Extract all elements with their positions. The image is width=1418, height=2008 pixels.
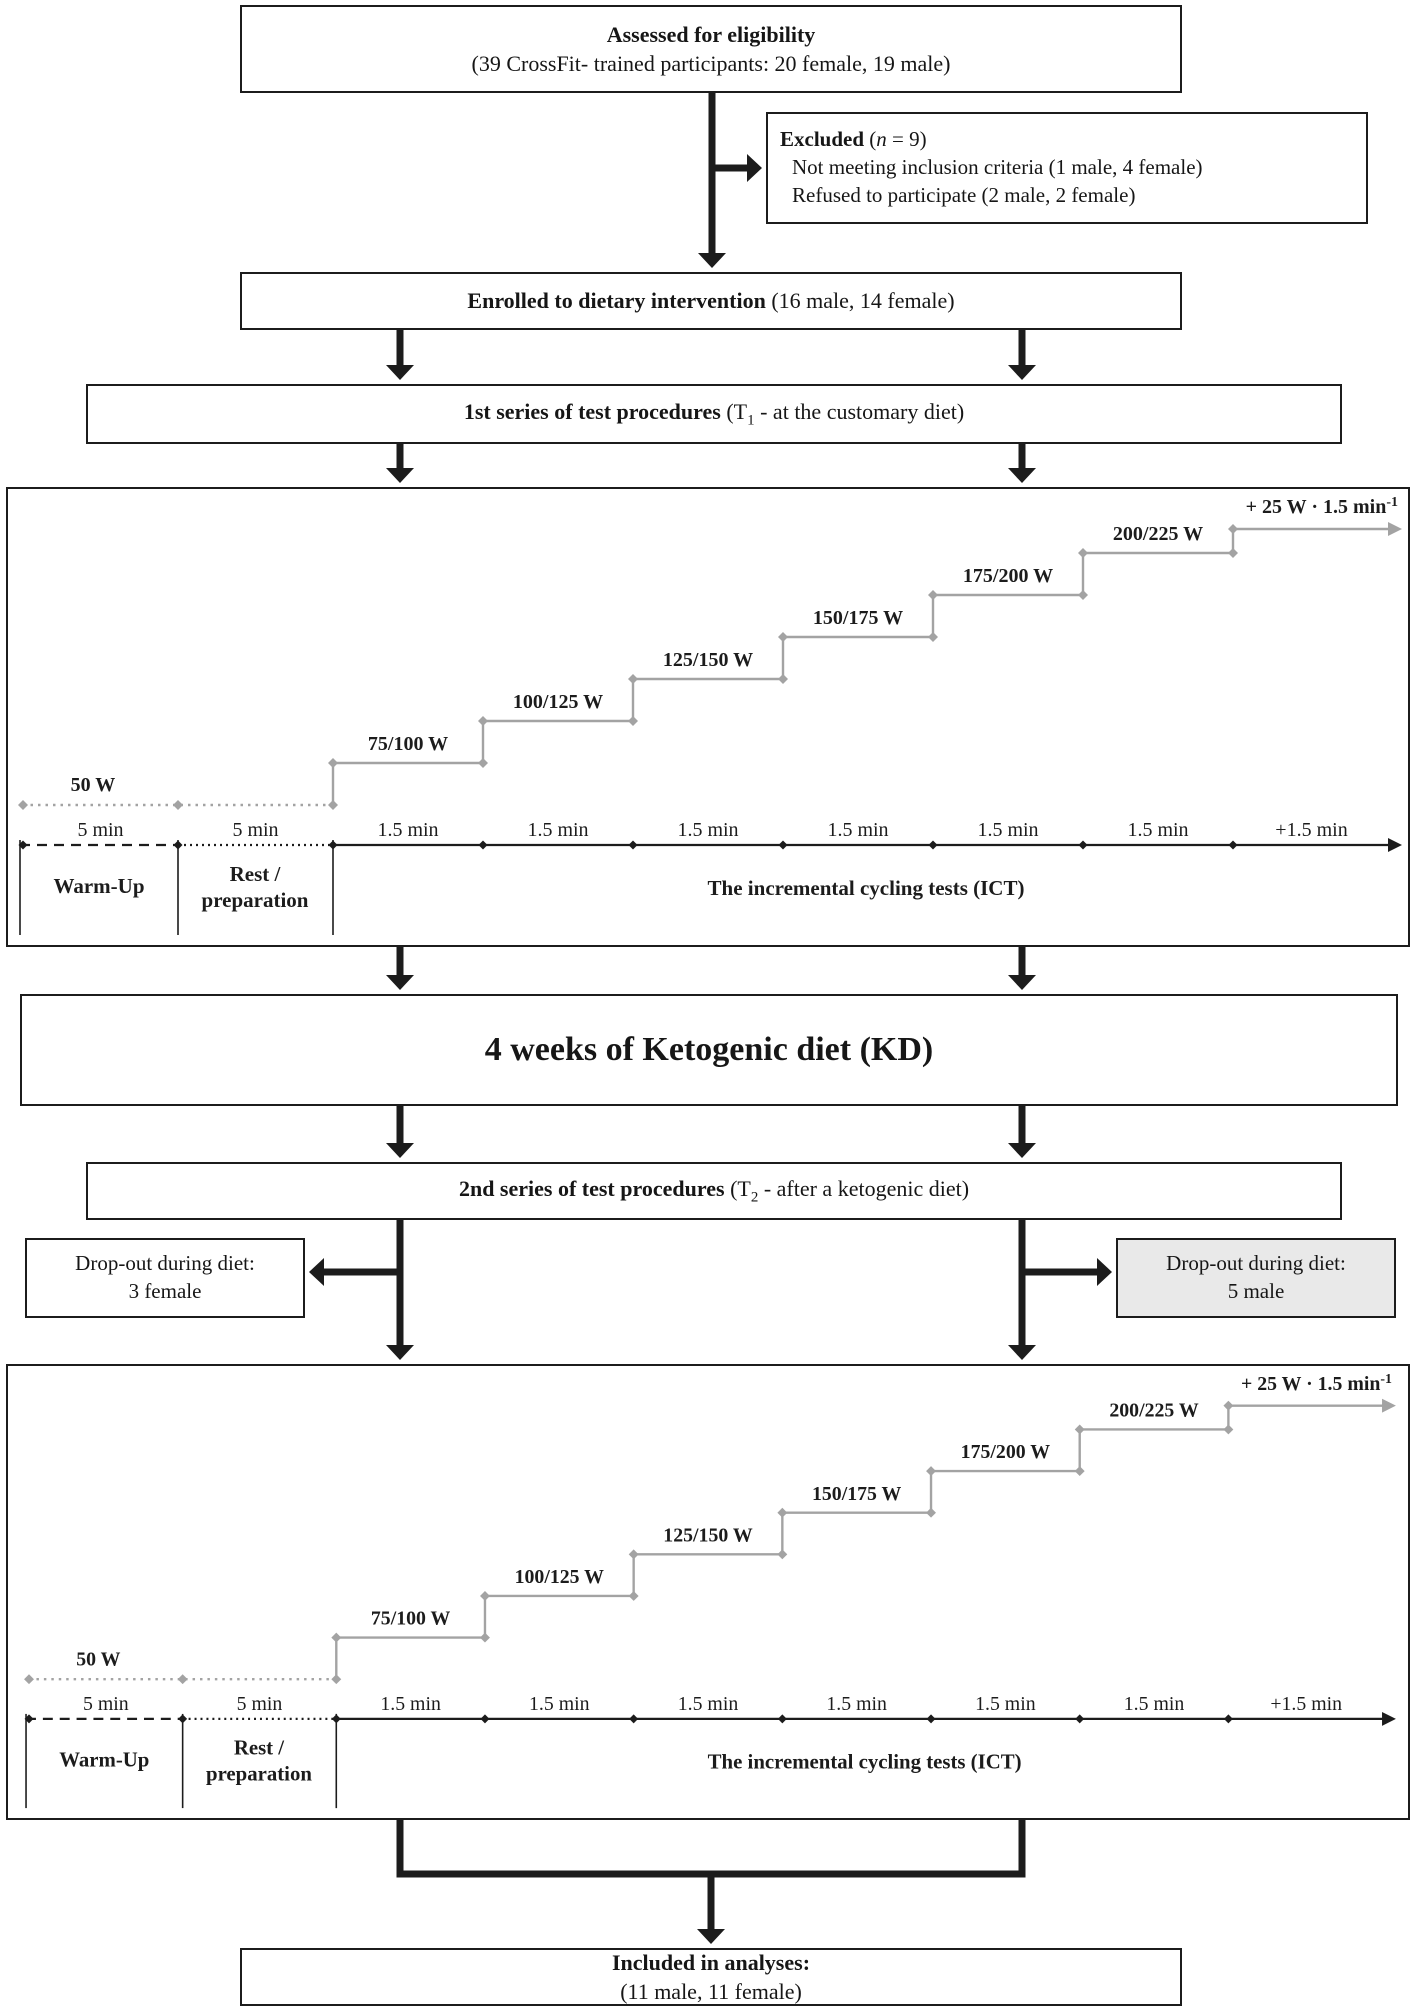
phase-ict-label: The incremental cycling tests (ICT)	[707, 876, 1025, 900]
diamond-marker	[1228, 524, 1238, 534]
diamond-marker	[628, 716, 638, 726]
time-label: 1.5 min	[377, 819, 439, 841]
included-title: Included in analyses:	[611, 1949, 811, 1975]
diamond-marker	[1224, 1714, 1233, 1723]
time-label: 1.5 min	[977, 819, 1039, 841]
time-label: 5 min	[82, 1692, 129, 1715]
dropout-left-line2: 3 female	[128, 1279, 202, 1303]
ict-step-label: 50 W	[76, 1648, 121, 1671]
series2-box	[86, 1162, 1342, 1220]
ict-step-label: 75/100 W	[367, 733, 449, 755]
time-label: 1.5 min	[380, 1692, 441, 1715]
diamond-marker	[331, 1633, 341, 1643]
ict-step-label: 100/125 W	[512, 691, 604, 713]
phase-rest-label-line1: Rest /	[233, 1735, 285, 1760]
diamond-marker	[24, 1674, 34, 1684]
series1-box	[86, 384, 1342, 444]
phase-rest-label-line2: preparation	[206, 1761, 312, 1786]
diamond-marker	[778, 674, 788, 684]
ict-step-label: 175/200 W	[962, 565, 1054, 587]
diamond-marker	[178, 1674, 188, 1684]
time-label: +1.5 min	[1270, 1692, 1343, 1715]
time-label: 5 min	[236, 1692, 283, 1715]
diamond-marker	[926, 1466, 936, 1476]
diamond-marker	[480, 1633, 490, 1643]
series1-sub: 1	[747, 412, 755, 429]
diamond-marker	[777, 1508, 787, 1518]
time-label: 1.5 min	[1123, 1692, 1185, 1715]
diamond-marker	[928, 590, 938, 600]
diamond-marker	[173, 800, 183, 810]
ict-step-label: 50 W	[70, 774, 116, 796]
diamond-marker	[1075, 1466, 1085, 1476]
converge-connector	[400, 1820, 1022, 1874]
assessed-title: Assessed for eligibility	[606, 21, 816, 47]
ict-step-path	[336, 1406, 1384, 1680]
diamond-marker	[628, 674, 638, 684]
included-subtitle: (11 male, 11 female)	[620, 1979, 802, 2004]
excluded-reason-2: Refused to participate (2 male, 2 female)	[792, 182, 1136, 207]
dropout-left-line1: Drop-out during diet:	[75, 1251, 255, 1276]
series2-title: 2nd series of test procedures ($T_2$ - after a ketogenic diet)	[458, 1175, 970, 1206]
diamond-marker	[478, 758, 488, 768]
excluded-title: Excluded (n = 9)	[780, 127, 927, 152]
phase-rest-label-line1: Rest /	[229, 862, 281, 886]
diamond-marker	[927, 1714, 936, 1723]
assessed-subtitle: (39 CrossFit- trained participants: 20 female, 19 male)	[471, 51, 951, 76]
time-label: 1.5 min	[677, 819, 739, 841]
diamond-marker	[928, 632, 938, 642]
enrolled-title: Enrolled to dietary intervention (16 male, 14 female)	[467, 288, 955, 314]
time-label: 5 min	[232, 819, 279, 841]
diamond-marker	[1229, 841, 1238, 850]
ict-box-1	[6, 487, 1410, 947]
ict-ramp-label: + 25 W · 1.5 $\min^{-1}$	[1245, 495, 1398, 518]
diamond-marker	[929, 841, 938, 850]
series2-sub: 2	[750, 1189, 759, 1206]
diamond-marker	[1078, 548, 1088, 558]
diamond-marker	[18, 800, 28, 810]
time-label: 1.5 min	[827, 819, 889, 841]
ict-step-label: 200/225 W	[1109, 1399, 1199, 1422]
diamond-marker	[1075, 1714, 1084, 1723]
diamond-marker	[479, 841, 488, 850]
ict-box-2	[6, 1364, 1410, 1820]
phase-warmup-label: Warm-Up	[59, 1747, 150, 1772]
diamond-marker	[331, 1674, 341, 1684]
diamond-marker	[1079, 841, 1088, 850]
diamond-marker	[1228, 548, 1238, 558]
ict-step-label: 125/150 W	[663, 1524, 753, 1547]
ict-step-label: 100/125 W	[514, 1566, 604, 1589]
ict-diagram-2	[8, 1366, 1408, 1818]
diamond-marker	[629, 1591, 639, 1601]
diamond-marker	[328, 758, 338, 768]
time-label: 5 min	[77, 819, 124, 841]
phase-warmup-label: Warm-Up	[53, 874, 145, 898]
ict-ramp-label: + 25 W · 1.5 $\min^{-1}$	[1241, 1371, 1392, 1395]
time-label: 1.5 min	[1127, 819, 1189, 841]
included-box	[240, 1948, 1182, 2006]
time-label: +1.5 min	[1275, 819, 1348, 841]
diamond-marker	[480, 1591, 490, 1601]
ict-diagram-1	[8, 489, 1408, 945]
diamond-marker	[779, 841, 788, 850]
diamond-marker	[1223, 1424, 1233, 1434]
ict-step-label: 125/150 W	[662, 649, 754, 671]
enrolled-box	[240, 272, 1182, 330]
excluded-reason-1: Not meeting inclusion criteria (1 male, 4 female)	[792, 155, 1203, 180]
diamond-marker	[1078, 590, 1088, 600]
ict-step-label: 75/100 W	[370, 1607, 451, 1630]
diamond-marker	[778, 1714, 787, 1723]
diamond-marker	[478, 716, 488, 726]
time-label: 1.5 min	[527, 819, 589, 841]
diamond-marker	[629, 1714, 638, 1723]
ict-step-path	[333, 529, 1390, 805]
diamond-marker	[777, 1549, 787, 1559]
time-label: 1.5 min	[975, 1692, 1036, 1715]
ketogenic-title: 4 weeks of Ketogenic diet (KD)	[484, 1030, 934, 1068]
diamond-marker	[629, 1549, 639, 1559]
ict-step-label: 150/175 W	[812, 1482, 902, 1505]
diamond-marker	[1223, 1401, 1233, 1411]
excluded-box	[766, 112, 1368, 224]
dropout-left-box	[25, 1238, 305, 1318]
dropout-right-box	[1116, 1238, 1396, 1318]
ict-step-label: 150/175 W	[812, 607, 904, 629]
ketogenic-box	[20, 994, 1398, 1106]
dropout-right-line2: 5 male	[1227, 1279, 1285, 1303]
time-label: 1.5 min	[529, 1692, 590, 1715]
diamond-marker	[926, 1508, 936, 1518]
excluded-n-italic: n	[876, 127, 887, 152]
series1-title: 1st series of test procedures ($T_1$ - at the customary diet)	[463, 398, 965, 429]
dropout-right-line1: Drop-out during diet:	[1166, 1251, 1346, 1276]
diamond-marker	[629, 841, 638, 850]
diamond-marker	[778, 632, 788, 642]
diamond-marker	[1075, 1424, 1085, 1434]
assessed-box	[240, 5, 1182, 93]
phase-rest-label-line2: preparation	[201, 888, 309, 912]
diamond-marker	[328, 800, 338, 810]
ict-step-label: 175/200 W	[960, 1441, 1051, 1464]
time-label: 1.5 min	[677, 1692, 739, 1715]
time-label: 1.5 min	[826, 1692, 887, 1715]
ict-step-label: 200/225 W	[1112, 523, 1204, 545]
phase-ict-label: The incremental cycling tests (ICT)	[707, 1749, 1022, 1774]
diamond-marker	[481, 1714, 490, 1723]
